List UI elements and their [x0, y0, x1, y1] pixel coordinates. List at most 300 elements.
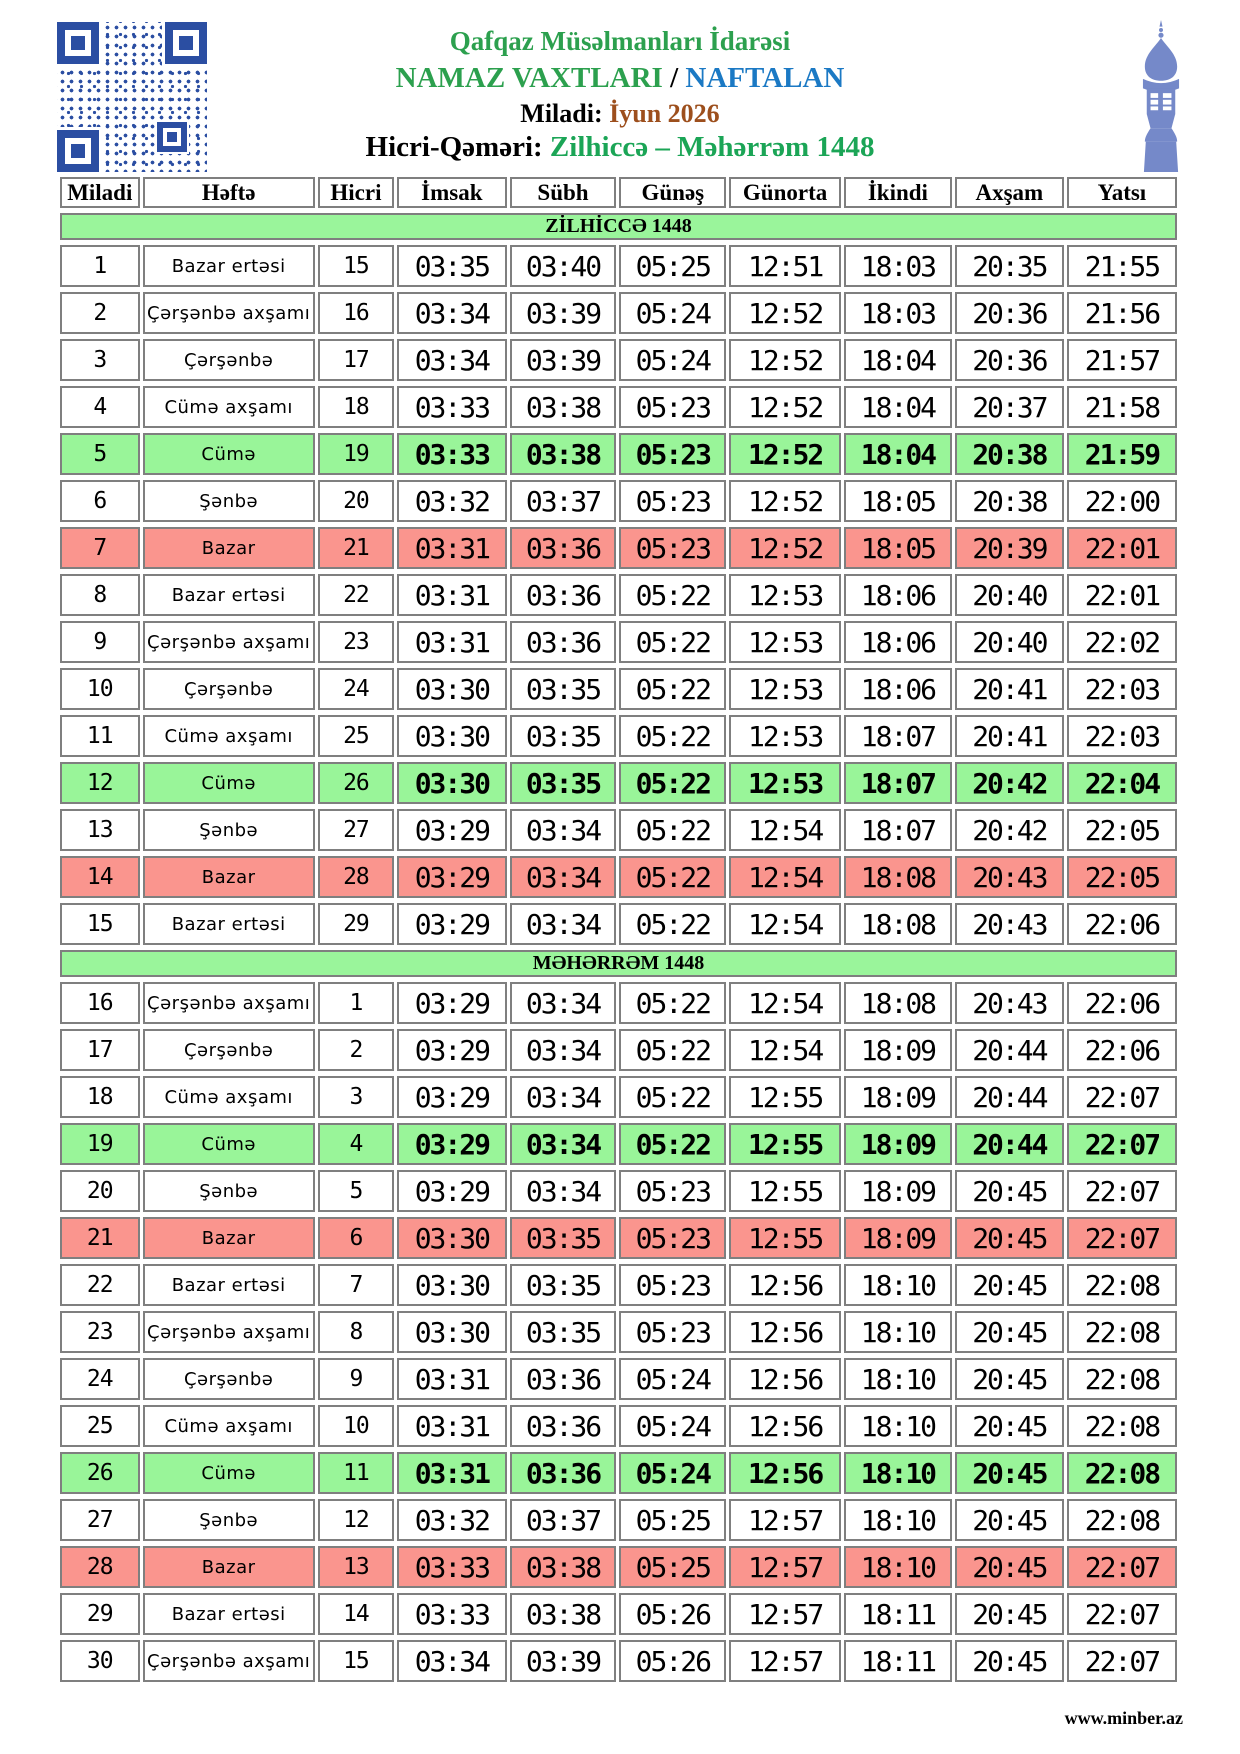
table-row-day-10	[60, 668, 1177, 710]
weekday-cell: Cümə	[143, 1452, 315, 1494]
hicri-cell: 22	[318, 574, 394, 616]
time-cell-imsak: 03:29	[397, 856, 507, 898]
table-row-day-5	[60, 433, 1177, 475]
hicri-cell: 17	[318, 339, 394, 381]
time-cell-yatsi: 22:07	[1067, 1217, 1177, 1259]
time-cell-axsam: 20:43	[955, 982, 1064, 1024]
weekday-cell: Bazar ertəsi	[143, 574, 315, 616]
time-cell-yatsi: 21:58	[1067, 386, 1177, 428]
table-row-day-7	[60, 527, 1177, 569]
column-header-yatsi: Yatsı	[1067, 177, 1177, 208]
table-row-day-30	[60, 1640, 1177, 1682]
time-cell-axsam: 20:45	[955, 1217, 1064, 1259]
column-header-gunes: Günəş	[619, 177, 726, 208]
hijri-date-line	[215, 131, 1025, 164]
time-cell-ikindi: 18:10	[844, 1358, 952, 1400]
time-cell-imsak: 03:34	[397, 292, 507, 334]
time-cell-gunorta: 12:56	[729, 1452, 841, 1494]
hicri-cell: 13	[318, 1546, 394, 1588]
time-cell-imsak: 03:31	[397, 1452, 507, 1494]
time-cell-yatsi: 22:07	[1067, 1170, 1177, 1212]
weekday-cell: Çərşənbə axşamı	[143, 292, 315, 334]
time-cell-axsam: 20:37	[955, 386, 1064, 428]
hicri-cell: 29	[318, 903, 394, 945]
time-cell-axsam: 20:45	[955, 1593, 1064, 1635]
time-cell-axsam: 20:40	[955, 574, 1064, 616]
time-cell-ikindi: 18:06	[844, 621, 952, 663]
hicri-cell: 3	[318, 1076, 394, 1118]
time-cell-yatsi: 22:08	[1067, 1264, 1177, 1306]
page-title	[215, 62, 1025, 95]
time-cell-ikindi: 18:09	[844, 1076, 952, 1118]
time-cell-imsak: 03:29	[397, 1170, 507, 1212]
time-cell-ikindi: 18:05	[844, 527, 952, 569]
weekday-cell: Bazar ertəsi	[143, 1264, 315, 1306]
time-cell-gunorta: 12:57	[729, 1640, 841, 1682]
table-row-day-20	[60, 1170, 1177, 1212]
time-cell-gunes: 05:23	[619, 480, 726, 522]
qr-alignment-square	[157, 122, 187, 152]
time-cell-subh: 03:36	[510, 1405, 617, 1447]
time-cell-subh: 03:36	[510, 574, 617, 616]
time-cell-subh: 03:38	[510, 1593, 617, 1635]
time-cell-gunes: 05:22	[619, 574, 726, 616]
hicri-cell: 18	[318, 386, 394, 428]
time-cell-gunes: 05:24	[619, 339, 726, 381]
time-cell-imsak: 03:30	[397, 668, 507, 710]
time-cell-gunes: 05:23	[619, 386, 726, 428]
hicri-cell: 12	[318, 1499, 394, 1541]
time-cell-ikindi: 18:10	[844, 1452, 952, 1494]
time-cell-gunorta: 12:54	[729, 1029, 841, 1071]
hicri-cell: 4	[318, 1123, 394, 1165]
miladi-cell: 4	[60, 386, 140, 428]
miladi-cell: 20	[60, 1170, 140, 1212]
miladi-cell: 8	[60, 574, 140, 616]
hicri-cell: 28	[318, 856, 394, 898]
time-cell-imsak: 03:33	[397, 1593, 507, 1635]
minaret-icon	[1132, 20, 1190, 172]
table-row-day-12	[60, 762, 1177, 804]
time-cell-subh: 03:34	[510, 903, 617, 945]
weekday-cell: Bazar ertəsi	[143, 1593, 315, 1635]
title-separator: /	[662, 62, 686, 94]
time-cell-axsam: 20:40	[955, 621, 1064, 663]
miladi-cell: 29	[60, 1593, 140, 1635]
time-cell-yatsi: 22:06	[1067, 903, 1177, 945]
city-name: NAFTALAN	[685, 62, 845, 94]
miladi-cell: 28	[60, 1546, 140, 1588]
time-cell-imsak: 03:29	[397, 982, 507, 1024]
month-section-title: MƏHƏRRƏM 1448	[60, 950, 1177, 977]
time-cell-gunes: 05:26	[619, 1640, 726, 1682]
time-cell-subh: 03:36	[510, 527, 617, 569]
time-cell-subh: 03:35	[510, 762, 617, 804]
miladi-cell: 5	[60, 433, 140, 475]
time-cell-gunorta: 12:51	[729, 245, 841, 287]
time-cell-axsam: 20:45	[955, 1358, 1064, 1400]
time-cell-imsak: 03:32	[397, 480, 507, 522]
time-cell-gunes: 05:22	[619, 1076, 726, 1118]
time-cell-imsak: 03:30	[397, 1311, 507, 1353]
namaz-vaxtlari-label: NAMAZ VAXTLARI	[395, 62, 663, 94]
time-cell-ikindi: 18:08	[844, 903, 952, 945]
hicri-value: Zilhiccə – Məhərrəm 1448	[549, 131, 875, 163]
time-cell-gunes: 05:25	[619, 245, 726, 287]
time-cell-gunorta: 12:52	[729, 480, 841, 522]
table-row-day-28	[60, 1546, 1177, 1588]
time-cell-gunes: 05:26	[619, 1593, 726, 1635]
time-cell-ikindi: 18:08	[844, 982, 952, 1024]
time-cell-subh: 03:38	[510, 433, 617, 475]
time-cell-gunes: 05:23	[619, 1170, 726, 1212]
weekday-cell: Cümə axşamı	[143, 386, 315, 428]
time-cell-imsak: 03:31	[397, 1405, 507, 1447]
time-cell-subh: 03:39	[510, 1640, 617, 1682]
month-section-title: ZİLHİCCƏ 1448	[60, 213, 1177, 240]
time-cell-subh: 03:35	[510, 668, 617, 710]
time-cell-gunes: 05:22	[619, 668, 726, 710]
time-cell-gunorta: 12:54	[729, 982, 841, 1024]
time-cell-axsam: 20:38	[955, 433, 1064, 475]
table-row-day-27	[60, 1499, 1177, 1541]
weekday-cell: Cümə	[143, 762, 315, 804]
time-cell-axsam: 20:41	[955, 668, 1064, 710]
weekday-cell: Bazar ertəsi	[143, 245, 315, 287]
column-header-subh: Sübh	[510, 177, 617, 208]
time-cell-axsam: 20:43	[955, 856, 1064, 898]
time-cell-axsam: 20:42	[955, 762, 1064, 804]
hicri-cell: 19	[318, 433, 394, 475]
time-cell-imsak: 03:31	[397, 1358, 507, 1400]
weekday-cell: Şənbə	[143, 480, 315, 522]
time-cell-subh: 03:34	[510, 856, 617, 898]
time-cell-yatsi: 22:08	[1067, 1452, 1177, 1494]
time-cell-gunorta: 12:56	[729, 1311, 841, 1353]
weekday-cell: Şənbə	[143, 809, 315, 851]
time-cell-gunorta: 12:53	[729, 574, 841, 616]
time-cell-gunes: 05:22	[619, 903, 726, 945]
time-cell-yatsi: 21:56	[1067, 292, 1177, 334]
time-cell-gunes: 05:24	[619, 292, 726, 334]
column-header-axsam: Axşam	[955, 177, 1064, 208]
weekday-cell: Çərşənbə	[143, 339, 315, 381]
weekday-cell: Çərşənbə	[143, 668, 315, 710]
weekday-cell: Cümə axşamı	[143, 715, 315, 757]
table-row-day-3	[60, 339, 1177, 381]
time-cell-gunes: 05:25	[619, 1546, 726, 1588]
miladi-cell: 10	[60, 668, 140, 710]
miladi-cell: 30	[60, 1640, 140, 1682]
organization-title: Qafqaz Müsəlmanları İdarəsi	[449, 26, 791, 56]
table-row-day-19	[60, 1123, 1177, 1165]
miladi-cell: 24	[60, 1358, 140, 1400]
time-cell-gunes: 05:24	[619, 1452, 726, 1494]
miladi-cell: 18	[60, 1076, 140, 1118]
time-cell-gunorta: 12:52	[729, 527, 841, 569]
time-cell-axsam: 20:39	[955, 527, 1064, 569]
time-cell-yatsi: 22:06	[1067, 982, 1177, 1024]
time-cell-subh: 03:35	[510, 1264, 617, 1306]
miladi-cell: 7	[60, 527, 140, 569]
miladi-cell: 6	[60, 480, 140, 522]
time-cell-yatsi: 22:07	[1067, 1593, 1177, 1635]
time-cell-imsak: 03:30	[397, 1264, 507, 1306]
time-cell-yatsi: 22:01	[1067, 574, 1177, 616]
weekday-cell: Çərşənbə	[143, 1358, 315, 1400]
miladi-value: İyun 2026	[609, 99, 720, 128]
time-cell-ikindi: 18:06	[844, 574, 952, 616]
time-cell-imsak: 03:29	[397, 809, 507, 851]
miladi-cell: 14	[60, 856, 140, 898]
time-cell-subh: 03:36	[510, 621, 617, 663]
time-cell-imsak: 03:29	[397, 1123, 507, 1165]
time-cell-gunorta: 12:57	[729, 1499, 841, 1541]
hicri-cell: 26	[318, 762, 394, 804]
table-row-day-24	[60, 1358, 1177, 1400]
table-row-day-11	[60, 715, 1177, 757]
time-cell-yatsi: 21:59	[1067, 433, 1177, 475]
time-cell-imsak: 03:33	[397, 386, 507, 428]
time-cell-gunorta: 12:52	[729, 339, 841, 381]
time-cell-axsam: 20:36	[955, 292, 1064, 334]
miladi-cell: 26	[60, 1452, 140, 1494]
hicri-cell: 24	[318, 668, 394, 710]
time-cell-yatsi: 22:06	[1067, 1029, 1177, 1071]
time-cell-imsak: 03:33	[397, 1546, 507, 1588]
time-cell-ikindi: 18:10	[844, 1546, 952, 1588]
hicri-cell: 11	[318, 1452, 394, 1494]
miladi-cell: 17	[60, 1029, 140, 1071]
time-cell-subh: 03:34	[510, 1029, 617, 1071]
time-cell-gunes: 05:22	[619, 1123, 726, 1165]
time-cell-ikindi: 18:04	[844, 339, 952, 381]
time-cell-ikindi: 18:07	[844, 762, 952, 804]
month-section-row	[60, 213, 1177, 240]
time-cell-yatsi: 22:08	[1067, 1311, 1177, 1353]
weekday-cell: Çərşənbə axşamı	[143, 1311, 315, 1353]
time-cell-imsak: 03:35	[397, 245, 507, 287]
time-cell-gunes: 05:22	[619, 715, 726, 757]
weekday-cell: Çərşənbə	[143, 1029, 315, 1071]
table-row-day-9	[60, 621, 1177, 663]
time-cell-gunorta: 12:52	[729, 292, 841, 334]
table-row-day-21	[60, 1217, 1177, 1259]
time-cell-gunorta: 12:55	[729, 1123, 841, 1165]
hicri-cell: 14	[318, 1593, 394, 1635]
time-cell-ikindi: 18:03	[844, 292, 952, 334]
header	[215, 26, 1025, 164]
time-cell-gunes: 05:23	[619, 1217, 726, 1259]
time-cell-axsam: 20:44	[955, 1123, 1064, 1165]
time-cell-yatsi: 22:08	[1067, 1405, 1177, 1447]
time-cell-subh: 03:35	[510, 715, 617, 757]
time-cell-gunes: 05:23	[619, 527, 726, 569]
qr-finder-top-left	[57, 22, 99, 64]
time-cell-axsam: 20:45	[955, 1170, 1064, 1212]
time-cell-subh: 03:37	[510, 480, 617, 522]
time-cell-yatsi: 22:02	[1067, 621, 1177, 663]
miladi-cell: 13	[60, 809, 140, 851]
column-header-imsak: İmsak	[397, 177, 507, 208]
time-cell-ikindi: 18:08	[844, 856, 952, 898]
time-cell-imsak: 03:29	[397, 903, 507, 945]
time-cell-subh: 03:34	[510, 1123, 617, 1165]
time-cell-imsak: 03:34	[397, 1640, 507, 1682]
table-row-day-23	[60, 1311, 1177, 1353]
time-cell-imsak: 03:30	[397, 1217, 507, 1259]
time-cell-subh: 03:35	[510, 1311, 617, 1353]
column-header-ikindi: İkindi	[844, 177, 952, 208]
time-cell-ikindi: 18:06	[844, 668, 952, 710]
miladi-cell: 25	[60, 1405, 140, 1447]
prayer-times-table	[57, 172, 1180, 1687]
weekday-cell: Cümə axşamı	[143, 1405, 315, 1447]
table-row-day-17	[60, 1029, 1177, 1071]
time-cell-axsam: 20:38	[955, 480, 1064, 522]
weekday-cell: Bazar	[143, 856, 315, 898]
hicri-cell: 10	[318, 1405, 394, 1447]
hicri-cell: 27	[318, 809, 394, 851]
time-cell-axsam: 20:35	[955, 245, 1064, 287]
gregorian-date-line	[215, 99, 1025, 129]
time-cell-gunorta: 12:55	[729, 1076, 841, 1118]
time-cell-ikindi: 18:07	[844, 809, 952, 851]
time-cell-ikindi: 18:10	[844, 1264, 952, 1306]
time-cell-imsak: 03:34	[397, 339, 507, 381]
time-cell-axsam: 20:41	[955, 715, 1064, 757]
weekday-cell: Bazar	[143, 1217, 315, 1259]
table-row-day-13	[60, 809, 1177, 851]
table-row-day-6	[60, 480, 1177, 522]
time-cell-gunes: 05:22	[619, 762, 726, 804]
time-cell-axsam: 20:45	[955, 1640, 1064, 1682]
weekday-cell: Çərşənbə axşamı	[143, 982, 315, 1024]
time-cell-ikindi: 18:09	[844, 1123, 952, 1165]
weekday-cell: Cümə	[143, 1123, 315, 1165]
time-cell-yatsi: 22:03	[1067, 668, 1177, 710]
miladi-cell: 19	[60, 1123, 140, 1165]
time-cell-ikindi: 18:04	[844, 433, 952, 475]
time-cell-gunorta: 12:55	[729, 1217, 841, 1259]
time-cell-gunorta: 12:55	[729, 1170, 841, 1212]
miladi-cell: 16	[60, 982, 140, 1024]
column-header-hefte: Həftə	[143, 177, 315, 208]
time-cell-axsam: 20:36	[955, 339, 1064, 381]
weekday-cell: Cümə axşamı	[143, 1076, 315, 1118]
table-row-day-26	[60, 1452, 1177, 1494]
hicri-label: Hicri-Qəməri:	[365, 131, 550, 163]
table-row-day-2	[60, 292, 1177, 334]
time-cell-yatsi: 22:07	[1067, 1123, 1177, 1165]
miladi-cell: 9	[60, 621, 140, 663]
time-cell-ikindi: 18:11	[844, 1593, 952, 1635]
time-cell-imsak: 03:30	[397, 762, 507, 804]
time-cell-axsam: 20:45	[955, 1405, 1064, 1447]
column-header-hicri: Hicri	[318, 177, 394, 208]
time-cell-subh: 03:38	[510, 1546, 617, 1588]
time-cell-gunorta: 12:57	[729, 1546, 841, 1588]
time-cell-yatsi: 22:03	[1067, 715, 1177, 757]
time-cell-gunorta: 12:56	[729, 1405, 841, 1447]
qr-code	[57, 22, 207, 172]
time-cell-yatsi: 22:05	[1067, 809, 1177, 851]
qr-finder-bottom-left	[57, 130, 99, 172]
table-row-day-16	[60, 982, 1177, 1024]
time-cell-ikindi: 18:10	[844, 1311, 952, 1353]
time-cell-imsak: 03:31	[397, 527, 507, 569]
time-cell-gunes: 05:25	[619, 1499, 726, 1541]
time-cell-axsam: 20:42	[955, 809, 1064, 851]
miladi-cell: 15	[60, 903, 140, 945]
time-cell-axsam: 20:44	[955, 1076, 1064, 1118]
miladi-cell: 11	[60, 715, 140, 757]
table-row-day-22	[60, 1264, 1177, 1306]
weekday-cell: Cümə	[143, 433, 315, 475]
time-cell-gunorta: 12:52	[729, 386, 841, 428]
hicri-cell: 20	[318, 480, 394, 522]
miladi-cell: 23	[60, 1311, 140, 1353]
time-cell-ikindi: 18:09	[844, 1170, 952, 1212]
website-footer: www.minber.az	[1064, 1708, 1183, 1728]
time-cell-gunorta: 12:53	[729, 668, 841, 710]
table-row-day-15	[60, 903, 1177, 945]
time-cell-ikindi: 18:11	[844, 1640, 952, 1682]
time-cell-subh: 03:36	[510, 1358, 617, 1400]
miladi-cell: 21	[60, 1217, 140, 1259]
time-cell-gunes: 05:22	[619, 621, 726, 663]
time-cell-gunorta: 12:57	[729, 1593, 841, 1635]
table-row-day-1	[60, 245, 1177, 287]
hicri-cell: 9	[318, 1358, 394, 1400]
time-cell-yatsi: 21:55	[1067, 245, 1177, 287]
time-cell-gunorta: 12:53	[729, 762, 841, 804]
hicri-cell: 25	[318, 715, 394, 757]
time-cell-imsak: 03:31	[397, 621, 507, 663]
time-cell-yatsi: 22:05	[1067, 856, 1177, 898]
column-header-gunorta: Günorta	[729, 177, 841, 208]
table-row-day-25	[60, 1405, 1177, 1447]
time-cell-axsam: 20:43	[955, 903, 1064, 945]
time-cell-axsam: 20:45	[955, 1452, 1064, 1494]
column-header-row	[60, 177, 1177, 208]
table-row-day-29	[60, 1593, 1177, 1635]
time-cell-ikindi: 18:10	[844, 1499, 952, 1541]
time-cell-gunes: 05:23	[619, 433, 726, 475]
time-cell-subh: 03:36	[510, 1452, 617, 1494]
weekday-cell: Çərşənbə axşamı	[143, 1640, 315, 1682]
miladi-cell: 1	[60, 245, 140, 287]
time-cell-subh: 03:34	[510, 1170, 617, 1212]
weekday-cell: Bazar ertəsi	[143, 903, 315, 945]
time-cell-imsak: 03:32	[397, 1499, 507, 1541]
qr-finder-top-right	[165, 22, 207, 64]
time-cell-subh: 03:40	[510, 245, 617, 287]
hicri-cell: 1	[318, 982, 394, 1024]
time-cell-axsam: 20:44	[955, 1029, 1064, 1071]
time-cell-ikindi: 18:04	[844, 386, 952, 428]
time-cell-gunes: 05:22	[619, 982, 726, 1024]
time-cell-subh: 03:37	[510, 1499, 617, 1541]
time-cell-imsak: 03:29	[397, 1076, 507, 1118]
time-cell-gunorta: 12:53	[729, 715, 841, 757]
time-cell-ikindi: 18:09	[844, 1217, 952, 1259]
time-cell-axsam: 20:45	[955, 1546, 1064, 1588]
time-cell-yatsi: 22:00	[1067, 480, 1177, 522]
hicri-cell: 21	[318, 527, 394, 569]
time-cell-yatsi: 22:08	[1067, 1358, 1177, 1400]
time-cell-ikindi: 18:10	[844, 1405, 952, 1447]
